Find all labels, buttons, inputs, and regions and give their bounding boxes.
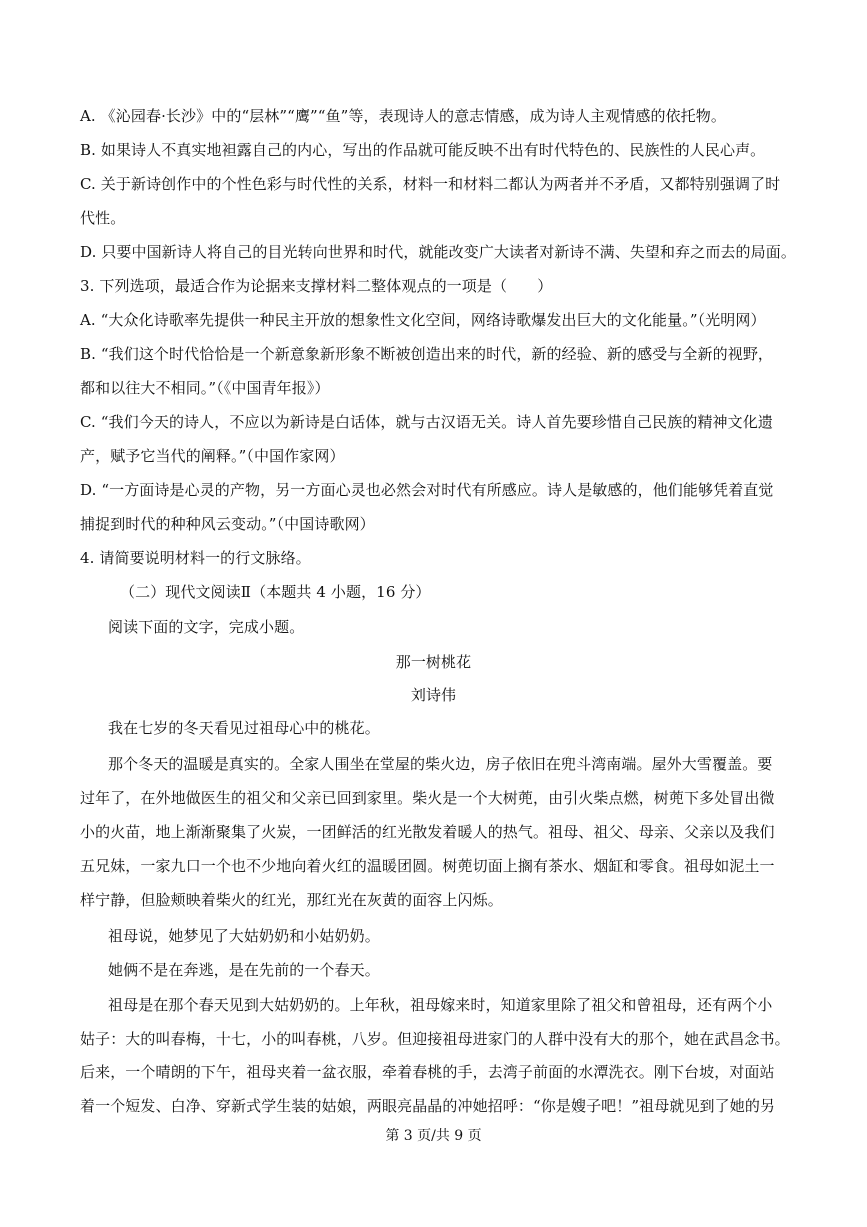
article-author: 刘诗伟 bbox=[410, 686, 457, 704]
article-line: 小的火苗，地上渐渐聚集了火炭，一团鲜活的红光散发着暖人的热气。祖母、祖父、母亲、父亲以及我们 bbox=[80, 823, 775, 841]
option-c-q2-cont: 代性。 bbox=[80, 209, 126, 227]
section-instruction: 阅读下面的文字，完成小题。 bbox=[108, 618, 305, 636]
option-b-q3-cont: 都和以往大不相同。”（《中国青年报》） bbox=[80, 379, 330, 397]
article-paragraph: 祖母说，她梦见了大姑奶奶和小姑奶奶。 bbox=[108, 927, 380, 945]
article-paragraph: 祖母是在那个春天见到大姑奶奶的。上年秋，祖母嫁来时，知道家里除了祖父和曾祖母，还有两个小 bbox=[108, 996, 773, 1014]
article-paragraph: 我在七岁的冬天看见过祖母心中的桃花。 bbox=[108, 719, 380, 737]
article-paragraph: 那个冬天的温暖是真实的。全家人围坐在堂屋的柴火边，房子依旧在兜斗湾南端。屋外大雪覆盖。要 bbox=[108, 755, 773, 773]
article-line: 后来，一个晴朗的下午，祖母夹着一盆衣服，牵着春桃的手，去湾子前面的水潭洗衣。刚下台坡，对面站 bbox=[80, 1063, 775, 1081]
option-b-q2: B. 如果诗人不真实地袒露自己的内心，写出的作品就可能反映不出有时代特色的、民族性的人民心声。 bbox=[80, 141, 766, 159]
article-title: 那一树桃花 bbox=[395, 653, 472, 671]
option-d-q3: D. “一方面诗是心灵的产物，另一方面心灵也必然会对时代有所感应。诗人是敏感的，他们能够凭着直觉 bbox=[80, 481, 774, 499]
article-line: 样宁静，但脸颊映着柴火的红光，那红光在灰黄的面容上闪烁。 bbox=[80, 891, 503, 909]
section-heading: （二）现代文阅读Ⅱ（本题共 4 小题，16 分） bbox=[120, 583, 431, 601]
article-line: 姑子：大的叫春梅，十七，小的叫春桃，八岁。但迎接祖母进家门的人群中没有大的那个，她在武昌念书。 bbox=[80, 1030, 790, 1048]
article-line: 着一个短发、白净、穿新式学生装的姑娘，两眼亮晶晶的冲她招呼：“你是嫂子吧！”祖母就见到了她的另 bbox=[80, 1097, 776, 1115]
question-4: 4. 请简要说明材料一的行文脉络。 bbox=[80, 549, 311, 567]
option-c-q2: C. 关于新诗创作中的个性色彩与时代性的关系，材料一和材料二都认为两者并不矛盾，又都特别强调了时 bbox=[80, 175, 781, 193]
article-paragraph: 她俩不是在奔逃，是在先前的一个春天。 bbox=[108, 961, 380, 979]
article-line: 五兄妹，一家九口一个也不少地向着火红的温暖团圆。树蔸切面上搁有茶水、烟缸和零食。祖母如泥土一 bbox=[80, 857, 775, 875]
page-number-footer: 第 3 页/共 9 页 bbox=[385, 1128, 482, 1144]
option-a-q3: A. “大众化诗歌率先提供一种民主开放的想象性文化空间，网络诗歌爆发出巨大的文化能量。”（光明网） bbox=[80, 311, 766, 329]
article-line: 过年了，在外地做医生的祖父和父亲已回到家里。柴火是一个大树蔸，由引火柴点燃，树蔸下多处冒出微 bbox=[80, 789, 775, 807]
option-b-q3: B. “我们这个时代恰恰是一个新意象新形象不断被创造出来的时代，新的经验、新的感受与全新的视野， bbox=[80, 345, 774, 363]
option-a-q2: A. 《沁园春·长沙》中的“层林”“鹰”“鱼”等，表现诗人的意志情感，成为诗人主观情感的依托物。 bbox=[80, 107, 726, 125]
option-d-q3-cont: 捕捉到时代的种种风云变动。”（中国诗歌网） bbox=[80, 515, 375, 533]
option-c-q3: C. “我们今天的诗人，不应以为新诗是白话体，就与古汉语无关。诗人首先要珍惜自己民族的精神文化遗 bbox=[80, 413, 773, 431]
option-d-q2: D. 只要中国新诗人将自己的目光转向世界和时代，就能改变广大读者对新诗不满、失望和弃之而去的局面。 bbox=[80, 243, 796, 261]
option-c-q3-cont: 产，赋予它当代的阐释。”（中国作家网） bbox=[80, 447, 345, 465]
question-3-stem: 3. 下列选项，最适合作为论据来支撑材料二整体观点的一项是（ ） bbox=[80, 277, 553, 295]
